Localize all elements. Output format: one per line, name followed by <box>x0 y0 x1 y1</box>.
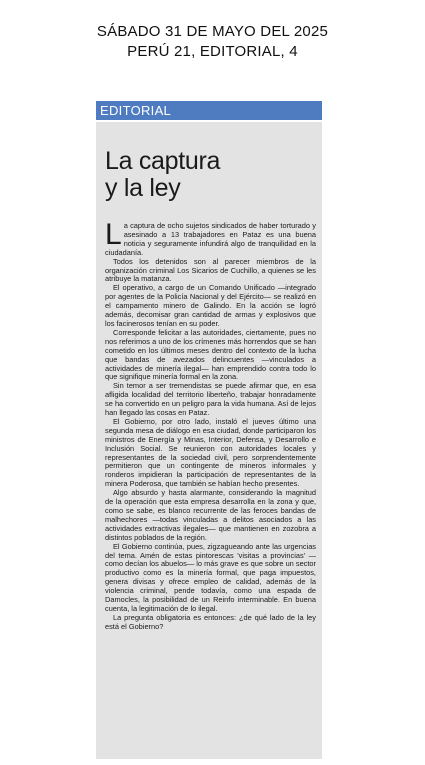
source-line: PERÚ 21, EDITORIAL, 4 <box>127 43 298 60</box>
article-paragraph: Corresponde felicitar a las autoridades, ciertamente, pues no nos referimos a uno de los crímenes más horrendos que se han cometido en los últimos meses dentro del contexto de la lucha que bandas de avezados delincuentes —vinculados a actividades de minería ilegal— han emprendido contra todo lo que signifique minería formal en la zona. <box>105 327 316 382</box>
article-title-line1: La captura <box>105 147 221 175</box>
drop-cap: L <box>105 218 122 251</box>
page-header <box>0 22 425 62</box>
section-divider <box>96 120 322 122</box>
article-title-line2: y la ley <box>105 174 181 202</box>
article-body <box>105 218 316 632</box>
article-clipping <box>96 101 322 759</box>
article-paragraph: El Gobierno, por otro lado, instaló el jueves último una segunda mesa de diálogo en esa ciudad, donde participaron los ministros de Energía y Minas, Interior, Defensa, y Desarrollo e Inclusión Social. Se reunieron con autoridades locales y representantes de la sociedad civil, pero sorprendentemente permitieron que un contingente de mineros informales y ronderos impidieran la participación de representantes de la minera Poderosa, que también se habían hecho presentes. <box>105 416 316 489</box>
section-label: EDITORIAL <box>96 101 322 120</box>
article-paragraph: La pregunta obligatoria es entonces: ¿de qué lado de la ley está el Gobierno? <box>105 612 316 631</box>
paragraph-text: a captura de ocho sujetos sindicados de haber torturado y asesinado a 13 trabajadores en Pataz es una buena noticia y seguramente infundirá algo de tranquilidad en la ciudadanía. <box>105 221 316 257</box>
date-line: SÁBADO 31 DE MAYO DEL 2025 <box>96 23 329 40</box>
article-paragraph: Sin temor a ser tremendistas se puede afirmar que, en esa afligida localidad del territorio liberteño, trabajar honradamente se ha convertido en un peligro para la vida humana. Así de lejos han llegado las cosas en Pataz. <box>105 381 316 418</box>
article-paragraph: El Gobierno continúa, pues, zigzagueando ante las urgencias del tema. Amén de estas pintorescas 'visitas a provincias' —como decían los abuelos— lo más grave es que sobre un sector productivo como es la minería formal, que paga impuestos, genera divisas y ofrece empleo de calidad, además de la violencia criminal, pende todavía, como una espada de Damocles, la posibilidad de un Reinfo interminable. En buena cuenta, la legitimación de lo ilegal. <box>105 541 316 613</box>
article-paragraph <box>105 218 316 258</box>
article-title <box>105 148 322 202</box>
article-paragraph: Todos los detenidos son al parecer miembros de la organización criminal Los Sicarios de Cuchillo, a quienes se les atribuye la matanza. <box>105 256 316 284</box>
article-paragraph: Algo absurdo y hasta alarmante, considerando la magnitud de la operación que esta empresa desarrolla en la zona y que, como se sabe, es blanco recurrente de las feroces bandas de malhechores —todas vinculadas a delitos asociados a las actividades extractivas ilegales— que mantienen en zozobra a distintos poblados de la región. <box>105 488 316 542</box>
article-paragraph: El operativo, a cargo de un Comando Unificado —integrado por agentes de la Policía Nacional y del Ejército— se realizó en el campamento minero de Galindo. En la acción se logró además, decomisar gran cantidad de armas y explosivos que los facinerosos tenían en su poder. <box>105 283 316 328</box>
